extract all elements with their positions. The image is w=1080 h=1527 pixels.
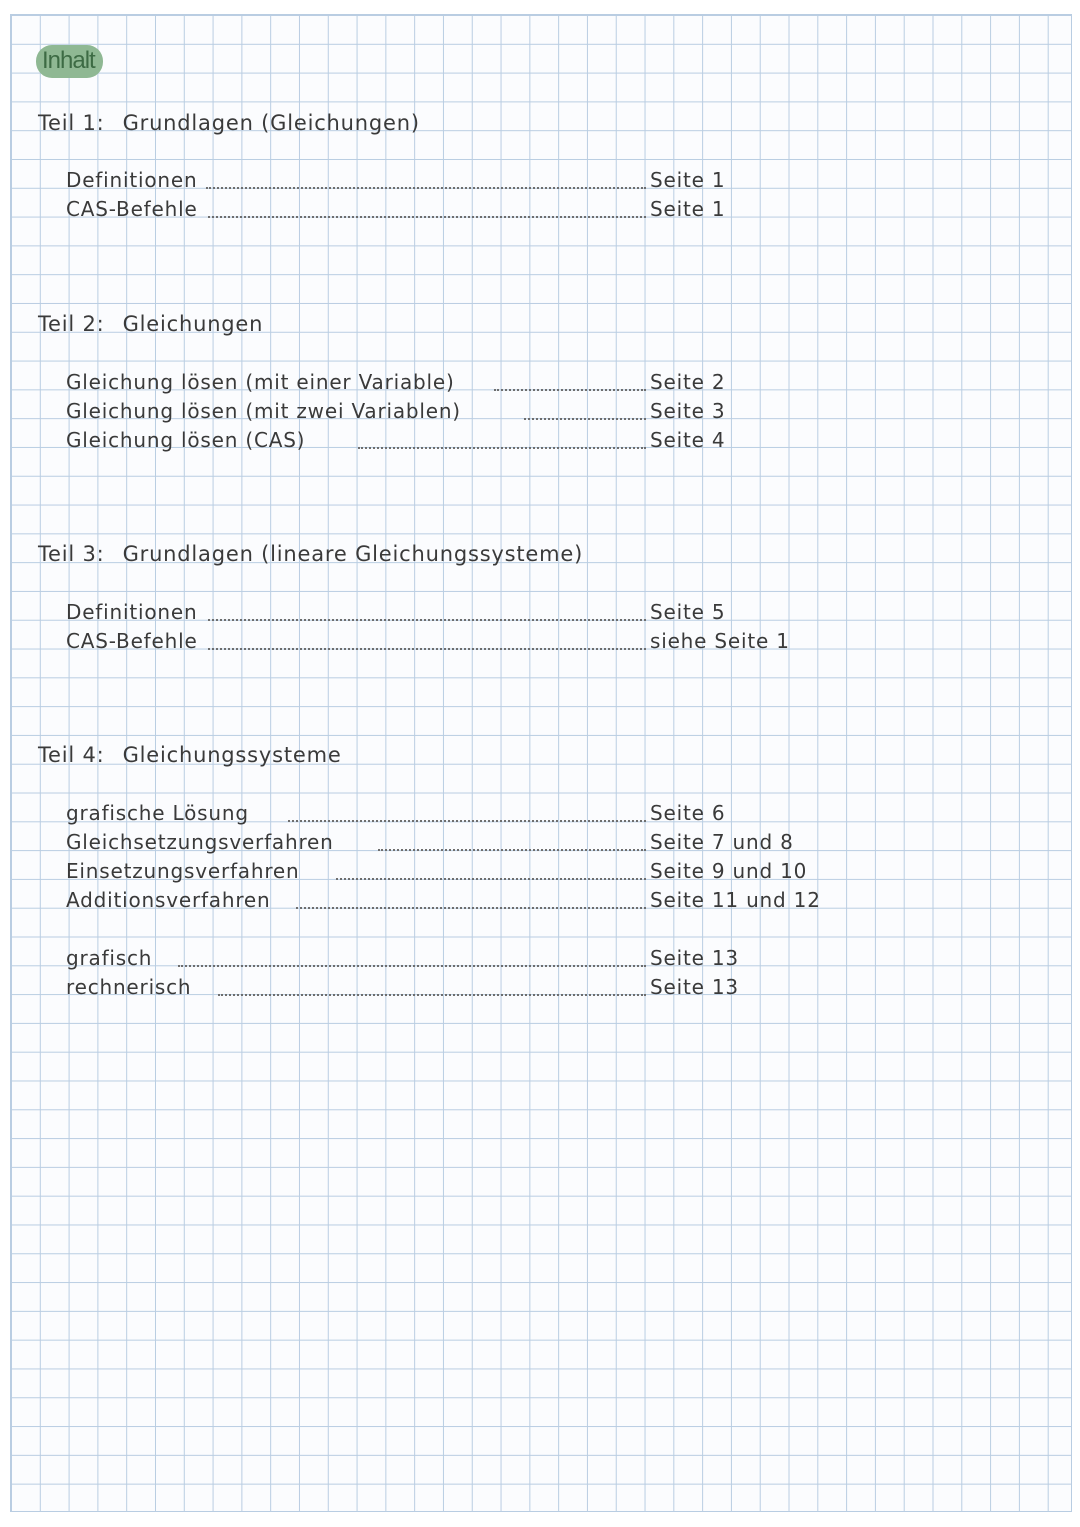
- dot-leader: [288, 820, 646, 822]
- section-4-part: Teil 4:: [38, 743, 105, 767]
- dot-leader: [178, 965, 646, 967]
- toc-entry: [66, 975, 846, 1003]
- section-4-heading: [38, 743, 342, 767]
- entry-label: CAS-Befehle: [66, 629, 198, 653]
- entry-page: Seite 2: [650, 370, 726, 394]
- toc-entry: [66, 946, 846, 974]
- section-1-heading: [38, 111, 420, 135]
- entry-page: Seite 7 und 8: [650, 830, 794, 854]
- toc-entry: [66, 428, 846, 456]
- entry-page: Seite 3: [650, 399, 726, 423]
- entry-page: Seite 13: [650, 975, 739, 999]
- dot-leader: [208, 216, 646, 218]
- entry-page: Seite 11 und 12: [650, 888, 821, 912]
- section-2-title: Gleichungen: [122, 312, 264, 336]
- entry-label: Gleichung lösen (mit einer Variable): [66, 370, 455, 394]
- toc-entry: [66, 399, 846, 427]
- entry-label: CAS-Befehle: [66, 197, 198, 221]
- dot-leader: [296, 907, 646, 909]
- toc-entry: [66, 197, 846, 225]
- dot-leader: [358, 447, 646, 449]
- entry-page: Seite 9 und 10: [650, 859, 808, 883]
- section-1-title: Grundlagen (Gleichungen): [122, 111, 420, 135]
- toc-entry: [66, 168, 846, 196]
- entry-label: grafisch: [66, 946, 153, 970]
- section-2-heading: [38, 312, 263, 336]
- dot-leader: [494, 389, 646, 391]
- entry-page: siehe Seite 1: [650, 629, 790, 653]
- entry-page: Seite 13: [650, 946, 739, 970]
- dot-leader: [208, 619, 646, 621]
- dot-leader: [524, 418, 646, 420]
- section-4-title: Gleichungssysteme: [122, 743, 342, 767]
- dot-leader: [336, 878, 646, 880]
- entry-label: Einsetzungsverfahren: [66, 859, 300, 883]
- entry-label: Definitionen: [66, 600, 198, 624]
- entry-page: Seite 6: [650, 801, 726, 825]
- toc-entry: [66, 859, 846, 887]
- dot-leader: [206, 187, 646, 189]
- entry-label: Gleichsetzungsverfahren: [66, 830, 334, 854]
- dot-leader: [218, 994, 646, 996]
- section-2-part: Teil 2:: [38, 312, 105, 336]
- toc-entry: [66, 830, 846, 858]
- entry-label: rechnerisch: [66, 975, 192, 999]
- toc-entry: [66, 801, 846, 829]
- section-3-part: Teil 3:: [38, 542, 105, 566]
- toc-entry: [66, 629, 846, 657]
- entry-page: Seite 5: [650, 600, 726, 624]
- entry-label: Gleichung lösen (mit zwei Variablen): [66, 399, 461, 423]
- section-3-heading: [38, 542, 583, 566]
- toc-entry: [66, 600, 846, 628]
- section-3-title: Grundlagen (lineare Gleichungssysteme): [122, 542, 584, 566]
- toc-entry: [66, 370, 846, 398]
- entry-label: grafische Lösung: [66, 801, 249, 825]
- section-1-part: Teil 1:: [38, 111, 105, 135]
- toc-entry: [66, 888, 846, 916]
- entry-label: Additionsverfahren: [66, 888, 271, 912]
- dot-leader: [208, 648, 646, 650]
- entry-page: Seite 1: [650, 197, 726, 221]
- entry-page: Seite 1: [650, 168, 726, 192]
- dot-leader: [378, 849, 646, 851]
- entry-page: Seite 4: [650, 428, 726, 452]
- entry-label: Definitionen: [66, 168, 198, 192]
- entry-label: Gleichung lösen (CAS): [66, 428, 306, 452]
- toc-title-badge: Inhalt: [36, 45, 103, 78]
